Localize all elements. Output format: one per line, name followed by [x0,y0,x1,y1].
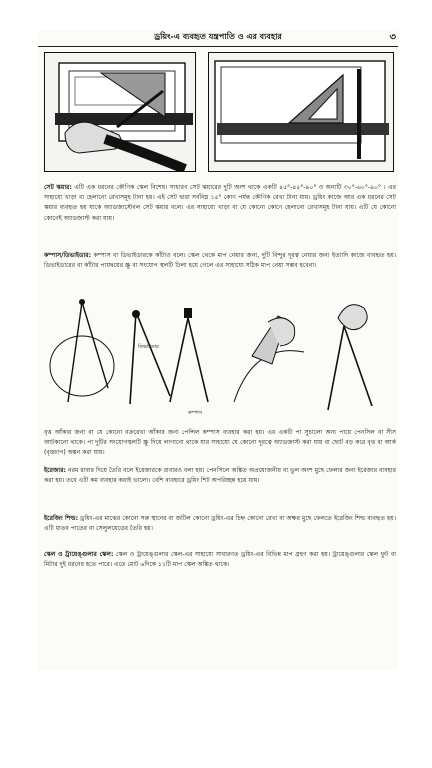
set-square-figure [208,52,394,172]
pencil-compass-paragraph [44,428,396,459]
erasing-shield-text: ড্রয়িং-এর মাঝের কোনো সরু স্থানের বা জটিল কোনো ড্রয়িং-এর চিহ্ন কোনো রেখা বা অক্ষর মুছে ফেলতে ইরেজিং শিল্ড ব্যবহৃত হয়। এটি ধাতব পাতের বা সেলুলয়েডের তৈরি হয়। [44,515,397,533]
scale-term: স্কেল ও ট্রায়েঙ্গুলার স্কেল: [44,551,114,558]
pencil-compass-text: বৃত্ত আঁকার জন্য বা যে কোনো বক্ররেখা আঁকার জন্য পেন্সিল কম্পাস ব্যবহার করা হয়। এর একটি পা সুচালো অন্য পায়ে পেনসিল বা সীস আটকানো থাকে। পা দুটির সংযোগস্থলটি স্ক্রু দিয়ে লাগানো থাকে যার সাহায্যে যে কোনো দূরত্বে অ্যাডজাস্ট করা যায় বা ছোট বড় করে বৃত্ত বা আর্ক (বৃত্তচাপ) অঙ্কন করা যায়। [44,429,396,457]
compass-figures [38,292,398,420]
page-title: ড্রয়িং-এ ব্যবহৃত যন্ত্রপাতি ও এর ব্যবহার [154,32,282,41]
compass-divider-text: কম্পাস বা ডিভাইডারকে কাঁটাও বলে। স্কেল থেকে মাপ নেয়ার জন্য, দুটি বিন্দুর দূরত্ব নেয়ার জন্য ইত্যাদি কাজে ব্যবহৃত হয়। ডিভাইডারের বা কাঁটার পায়দ্বয়ের স্ক্রু বা সংযোগ স্থলটি ঢিলা হয়ে গেলে এর সাহায্যে সঠিক মাপ নেয়া সম্ভব হবেনা। [44,252,396,270]
eraser-paragraph [44,466,396,486]
compass-label: ডিভাইডার [138,344,159,350]
erasing-shield-paragraph [44,514,396,534]
book-page [38,30,398,670]
compass-label-2: কম্পাস [188,410,203,416]
set-square-paragraph [44,183,396,224]
erasing-shield-term: ইরেজিং শিল্ড: [44,515,79,522]
compass-divider-term: কম্পাস/ডিভাইডার: [44,252,92,259]
scale-text: স্কেল ও ট্রায়েঙ্গুলার স্কেল-এর সাহায্যে সাধারণত ড্রয়িং-এর বিভিন্ন মাপ গ্রহণ করা হয়। ট্রায়েঙ্গুলার স্কেল ফুট বা মিটার দুই ধরনের হতে পারে। এতে মোট ৬দিকে ১১টি মাপ স্কেল অঙ্কিত থাকে। [44,551,397,569]
eraser-term: ইরেজার: [44,467,66,474]
page-header [38,30,398,47]
set-square-illustration [209,53,393,171]
compass-illustration [38,292,398,420]
set-square-term: সেট স্কয়ার: [44,184,72,191]
eraser-text: নরম রাবার দিয়ে তৈরি বলে ইরেজারকে রাবারও বলা হয়। পেনসিলে অঙ্কিত অপ্রয়োজনীয় বা ভুল অংশ মুছে ফেলার জন্য ইরেজার ব্যবহার করা হয়। তবে এটি কম ব্যবহার করাই ভালো। বেশি ব্যবহারে ড্রয়িং শিট অপরিচ্ছন্ন হয়ে যায়। [44,467,396,485]
drawing-board-illustration [45,53,195,171]
page-number: ৩ [389,32,396,43]
drawing-board-figure [44,52,196,172]
set-square-text: এটি এক ধরনের কৌণিক স্কেল বিশেষ। সাধারণ সেট স্কয়ারের দুটি অংশ থাকে একটি ৪৫°-৪৫°-৯০° ও অন্যটি ৩০°-৬০°-৯০° । এর সাহায্যে খাড়া বা হেলানো রেখাসমূহ টানা হয়। এই সেট দ্বারা সর্বনিম্ন ১৫° কোণ পর্যন্ত কৌণিক রেখা টানা যায়। ড্রয়িং কাজে আর এক ধরনের সেট স্কয়ার ব্যবহৃত হয় যাকে অ্যাডজাস্টেবল সেট স্কয়ার বলে। এর সাহায্যে খাড়া বা যে কোনো কোণে হেলানো রেখাসমূহ টানা যায়। এটি যে কোনো কোণেই অ্যাডজাস্ট করা যায়। [44,184,396,222]
scale-paragraph [44,550,396,570]
compass-divider-paragraph [44,251,396,271]
